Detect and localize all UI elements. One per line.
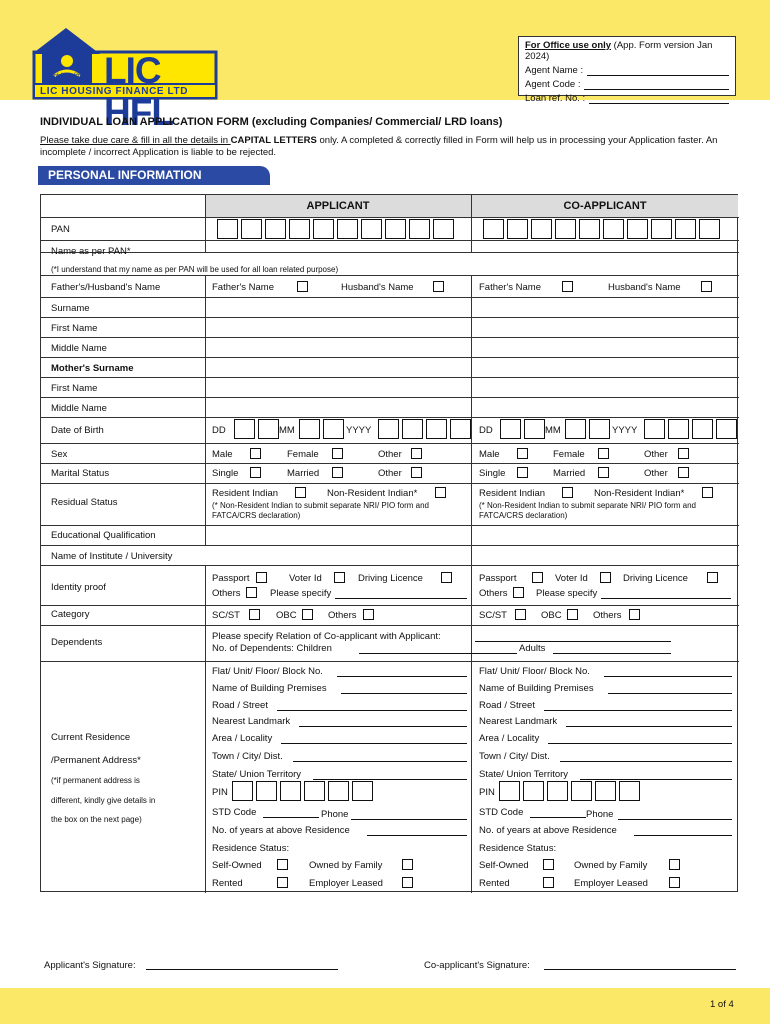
label-category: Category: [51, 609, 90, 620]
label-perm-note-1: (*if permanent address is: [51, 776, 140, 785]
label-dob: Date of Birth: [51, 425, 104, 436]
app-passport-label: Passport: [212, 573, 250, 584]
co-self-owned-label: Self-Owned: [479, 860, 529, 871]
logo-wordmark: LIC HFL: [104, 50, 173, 133]
label-name-as-per-pan: Name as per PAN*: [51, 246, 131, 257]
co-others-cat-checkbox[interactable]: [629, 609, 640, 620]
co-employer-checkbox[interactable]: [669, 877, 680, 888]
co-town-line[interactable]: [560, 761, 732, 762]
co-rented-checkbox[interactable]: [543, 877, 554, 888]
co-other-marital-label: Other: [644, 468, 668, 479]
app-married-checkbox[interactable]: [332, 467, 343, 478]
label-marital: Marital Status: [51, 468, 110, 479]
co-landmark-label: Nearest Landmark: [479, 716, 558, 727]
co-pin-label: PIN: [479, 787, 495, 798]
app-driving-checkbox[interactable]: [441, 572, 452, 583]
label-first-name-2: First Name: [51, 383, 98, 394]
co-mm-label: MM: [545, 425, 561, 436]
app-town-line[interactable]: [293, 761, 467, 762]
app-building-label: Name of Building Premises: [212, 683, 327, 694]
app-passport-checkbox[interactable]: [256, 572, 267, 583]
label-mothers-surname: Mother's Surname: [51, 363, 134, 374]
app-state-line[interactable]: [313, 779, 467, 780]
app-employer-label: Employer Leased: [309, 878, 383, 889]
app-employer-checkbox[interactable]: [402, 877, 413, 888]
app-phone-label: Phone: [321, 809, 349, 820]
lic-hfl-logo: [32, 26, 222, 133]
app-pin-boxes[interactable]: [232, 781, 376, 801]
co-single-label: Single: [479, 468, 506, 479]
co-road-label: Road / Street: [479, 700, 535, 711]
co-resident-label: Resident Indian: [479, 488, 546, 499]
app-male-checkbox[interactable]: [250, 448, 261, 459]
co-dd-label: DD: [479, 425, 493, 436]
co-landmark-line[interactable]: [566, 726, 732, 727]
app-male-label: Male: [212, 449, 233, 460]
co-male-checkbox[interactable]: [517, 448, 528, 459]
co-years-label: No. of years at above Residence: [479, 825, 617, 836]
app-obc-label: OBC: [276, 610, 297, 621]
co-nri-note: (* Non-Resident Indian to submit separate NRI/ PIO form and FATCA/CRS declaration): [479, 501, 696, 520]
co-yyyy-label: YYYY: [612, 425, 638, 436]
co-town-label: Town / City/ Dist.: [479, 751, 550, 762]
app-years-line[interactable]: [367, 835, 467, 836]
co-family-label: Owned by Family: [574, 860, 648, 871]
app-scst-label: SC/ST: [212, 610, 240, 621]
app-specify-line[interactable]: [335, 598, 467, 599]
app-others-cat-checkbox[interactable]: [363, 609, 374, 620]
app-obc-checkbox[interactable]: [302, 609, 313, 620]
relation-line[interactable]: [475, 641, 671, 642]
app-husbands-name-checkbox[interactable]: [433, 281, 444, 292]
co-driving-checkbox[interactable]: [707, 572, 718, 583]
co-passport-checkbox[interactable]: [532, 572, 543, 583]
app-road-line[interactable]: [277, 710, 467, 711]
co-years-line[interactable]: [634, 835, 732, 836]
app-others-id-checkbox[interactable]: [246, 587, 257, 598]
app-female-label: Female: [287, 449, 319, 460]
app-other-checkbox[interactable]: [411, 448, 422, 459]
co-area-line[interactable]: [548, 743, 732, 744]
co-fathers-name-checkbox[interactable]: [562, 281, 573, 292]
app-family-label: Owned by Family: [309, 860, 383, 871]
co-res-status-label: Residence Status:: [479, 843, 557, 854]
app-resident-checkbox[interactable]: [295, 487, 306, 498]
co-flat-line[interactable]: [604, 676, 732, 677]
co-married-label: Married: [553, 468, 586, 479]
app-single-checkbox[interactable]: [250, 467, 261, 478]
co-others-id-label: Others: [479, 588, 508, 599]
label-dependents: Dependents: [51, 637, 103, 648]
app-voter-checkbox[interactable]: [334, 572, 345, 583]
co-other-marital-checkbox[interactable]: [678, 467, 689, 478]
instructions: Please take due care & fill in all the details in CAPITAL LETTERS only. A completed & correctly filled in Form will help us in processing your Application faster. An incomplete / incorrect Application is liable to be rejected.: [40, 135, 718, 158]
co-phone-label: Phone: [586, 809, 614, 820]
co-husbands-name-checkbox[interactable]: [701, 281, 712, 292]
loan-ref-row[interactable]: Loan ref. No. :: [525, 93, 729, 104]
co-yyyy-boxes[interactable]: [644, 419, 740, 439]
co-nri-checkbox[interactable]: [702, 487, 713, 498]
co-driving-label: Driving Licence: [623, 573, 688, 584]
applicant-pan-boxes[interactable]: [217, 219, 457, 239]
app-nri-checkbox[interactable]: [435, 487, 446, 498]
co-applicant-signature-line[interactable]: [544, 969, 736, 970]
app-mm-label: MM: [279, 425, 295, 436]
app-flat-label: Flat/ Unit/ Floor/ Block No.: [212, 666, 323, 677]
label-identity: Identity proof: [51, 582, 106, 593]
co-family-checkbox[interactable]: [669, 859, 680, 870]
co-std-line[interactable]: [530, 817, 586, 818]
co-dd-boxes[interactable]: [500, 419, 548, 439]
app-yyyy-boxes[interactable]: [378, 419, 474, 439]
app-others-cat-label: Others: [328, 610, 357, 621]
app-voter-label: Voter Id: [289, 573, 322, 584]
app-pin-label: PIN: [212, 787, 228, 798]
co-mm-boxes[interactable]: [565, 419, 613, 439]
app-std-label: STD Code: [212, 807, 257, 818]
app-flat-line[interactable]: [337, 676, 467, 677]
office-use-title: For Office use only (App. Form version Jan 2024): [525, 40, 713, 62]
label-sex: Sex: [51, 449, 68, 460]
co-fathers-name-label: Father's Name: [479, 282, 542, 293]
app-resident-label: Resident Indian: [212, 488, 279, 499]
app-fathers-name-label: Father's Name: [212, 282, 275, 293]
adults-label: Adults: [519, 643, 546, 654]
label-name-note: (*I understand that my name as per PAN will be used for all loan related purpose): [51, 265, 339, 274]
label-perm-note-3: the box on the next page): [51, 815, 142, 824]
co-voter-checkbox[interactable]: [600, 572, 611, 583]
app-dd-boxes[interactable]: [234, 419, 282, 439]
app-std-line[interactable]: [263, 817, 319, 818]
app-nri-label: Non-Resident Indian*: [327, 488, 418, 499]
app-single-label: Single: [212, 468, 239, 479]
label-surname: Surname: [51, 303, 90, 314]
app-mm-boxes[interactable]: [299, 419, 347, 439]
co-self-owned-checkbox[interactable]: [543, 859, 554, 870]
co-nri-label: Non-Resident Indian*: [594, 488, 685, 499]
co-phone-line[interactable]: [618, 819, 732, 820]
app-other-label: Other: [378, 449, 402, 460]
co-applicant-signature-label: Co-applicant's Signature:: [424, 960, 530, 971]
app-rented-checkbox[interactable]: [277, 877, 288, 888]
app-town-label: Town / City/ Dist.: [212, 751, 283, 762]
co-flat-label: Flat/ Unit/ Floor/ Block No.: [479, 666, 590, 677]
app-landmark-line[interactable]: [299, 726, 467, 727]
co-scst-label: SC/ST: [479, 610, 507, 621]
app-family-checkbox[interactable]: [402, 859, 413, 870]
co-applicant-pan-boxes[interactable]: [483, 219, 723, 239]
label-middle-name: Middle Name: [51, 343, 107, 354]
app-scst-checkbox[interactable]: [249, 609, 260, 620]
applicant-signature-line[interactable]: [146, 969, 338, 970]
label-residual: Residual Status: [51, 497, 118, 508]
app-self-owned-checkbox[interactable]: [277, 859, 288, 870]
co-others-cat-label: Others: [593, 610, 622, 621]
app-area-line[interactable]: [281, 743, 467, 744]
section-personal-information: PERSONAL INFORMATION: [38, 166, 270, 185]
app-nri-note: (* Non-Resident Indian to submit separate NRI/ PIO form and FATCA/CRS declaration): [212, 501, 429, 520]
label-pan: PAN: [51, 224, 70, 235]
applicant-header: APPLICANT: [205, 195, 471, 217]
co-passport-label: Passport: [479, 573, 517, 584]
office-use-box: [518, 36, 736, 104]
footer-band: [0, 988, 770, 1024]
agent-code-row[interactable]: Agent Code :: [525, 79, 729, 90]
personal-info-table: [40, 194, 738, 892]
co-other-label: Other: [644, 449, 668, 460]
co-female-checkbox[interactable]: [598, 448, 609, 459]
app-fathers-name-checkbox[interactable]: [297, 281, 308, 292]
app-specify-label: Please specify: [270, 588, 332, 599]
app-other-marital-label: Other: [378, 468, 402, 479]
co-other-checkbox[interactable]: [678, 448, 689, 459]
co-female-label: Female: [553, 449, 585, 460]
label-education: Educational Qualification: [51, 530, 156, 541]
relation-label: Please specify Relation of Co-applicant with Applicant:: [212, 631, 441, 642]
app-other-marital-checkbox[interactable]: [411, 467, 422, 478]
co-single-checkbox[interactable]: [517, 467, 528, 478]
app-self-owned-label: Self-Owned: [212, 860, 262, 871]
app-phone-line[interactable]: [351, 819, 467, 820]
co-male-label: Male: [479, 449, 500, 460]
label-perm-note-2: different, kindly give details in: [51, 796, 156, 805]
app-driving-label: Driving Licence: [358, 573, 423, 584]
app-yyyy-label: YYYY: [346, 425, 372, 436]
app-state-label: State/ Union Territory: [212, 769, 302, 780]
co-specify-line[interactable]: [601, 598, 731, 599]
co-scst-checkbox[interactable]: [515, 609, 526, 620]
children-line[interactable]: [359, 653, 517, 654]
co-rented-label: Rented: [479, 878, 510, 889]
app-others-id-label: Others: [212, 588, 241, 599]
app-res-status-label: Residence Status:: [212, 843, 290, 854]
app-female-checkbox[interactable]: [332, 448, 343, 459]
co-area-label: Area / Locality: [479, 733, 540, 744]
co-state-line[interactable]: [580, 779, 732, 780]
label-first-name: First Name: [51, 323, 98, 334]
app-road-label: Road / Street: [212, 700, 268, 711]
logo-hindi-text: एलआईसी हाउसिंग: [42, 74, 83, 80]
co-resident-checkbox[interactable]: [562, 487, 573, 498]
co-employer-label: Employer Leased: [574, 878, 648, 889]
label-middle-name-2: Middle Name: [51, 403, 107, 414]
co-obc-checkbox[interactable]: [567, 609, 578, 620]
app-dd-label: DD: [212, 425, 226, 436]
app-building-line[interactable]: [341, 693, 467, 694]
label-father-husband: Father's/Husband's Name: [51, 282, 161, 293]
logo-tagline: LIC HOUSING FINANCE LTD: [40, 86, 189, 97]
label-institute: Name of Institute / University: [51, 551, 173, 562]
applicant-signature-label: Applicant's Signature:: [44, 960, 136, 971]
co-obc-label: OBC: [541, 610, 562, 621]
co-husbands-name-label: Husband's Name: [608, 282, 681, 293]
co-road-line[interactable]: [544, 710, 732, 711]
label-current-residence: Current Residence: [51, 732, 131, 743]
co-pin-boxes[interactable]: [499, 781, 643, 801]
app-years-label: No. of years at above Residence: [212, 825, 350, 836]
co-std-label: STD Code: [479, 807, 524, 818]
co-voter-label: Voter Id: [555, 573, 588, 584]
dependents-children-label: No. of Dependents: Children: [212, 643, 332, 654]
agent-name-row[interactable]: Agent Name :: [525, 65, 729, 76]
app-rented-label: Rented: [212, 878, 243, 889]
app-husbands-name-label: Husband's Name: [341, 282, 414, 293]
adults-line[interactable]: [553, 653, 671, 654]
co-building-line[interactable]: [608, 693, 732, 694]
app-married-label: Married: [287, 468, 320, 479]
co-state-label: State/ Union Territory: [479, 769, 569, 780]
app-landmark-label: Nearest Landmark: [212, 716, 291, 727]
label-permanent-address: /Permanent Address*: [51, 755, 141, 766]
co-others-id-checkbox[interactable]: [513, 587, 524, 598]
co-building-label: Name of Building Premises: [479, 683, 594, 694]
form-title: INDIVIDUAL LOAN APPLICATION FORM (excluding Companies/ Commercial/ LRD loans): [40, 116, 503, 128]
app-area-label: Area / Locality: [212, 733, 273, 744]
page-number: 1 of 4: [710, 999, 734, 1010]
co-specify-label: Please specify: [536, 588, 598, 599]
co-married-checkbox[interactable]: [598, 467, 609, 478]
co-applicant-header: CO-APPLICANT: [472, 195, 738, 217]
